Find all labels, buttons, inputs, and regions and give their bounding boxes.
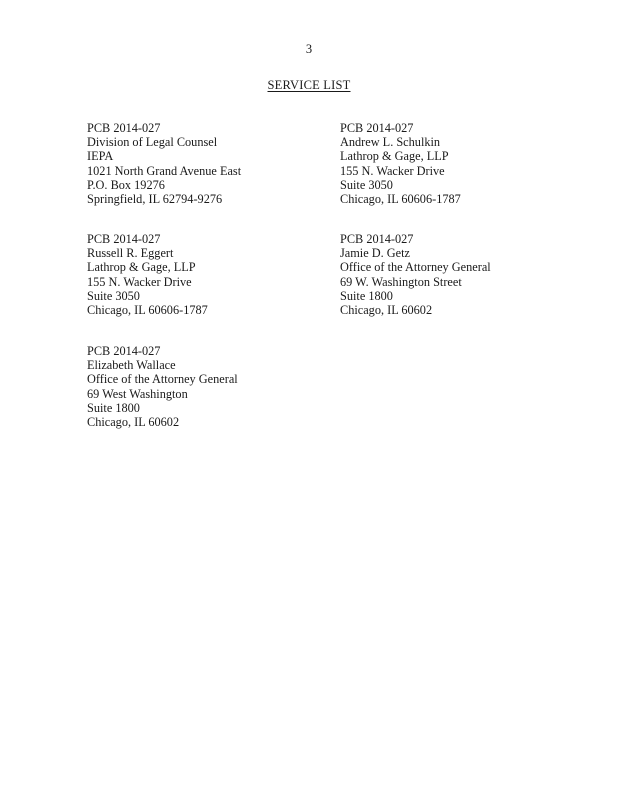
service-entry-schulkin — [340, 121, 580, 206]
recipient-name: Jamie D. Getz — [340, 246, 410, 261]
service-entry-eggert — [87, 232, 327, 317]
suite: Suite 1800 — [87, 400, 140, 415]
organization: IEPA — [87, 149, 114, 164]
po-box: P.O. Box 19276 — [87, 177, 165, 192]
recipient-name: Andrew L. Schulkin — [340, 135, 441, 150]
case-number: PCB 2014-027 — [340, 121, 414, 135]
page-number: 3 — [305, 42, 313, 56]
case-number: PCB 2014-027 — [87, 344, 161, 358]
recipient-name: Russell R. Eggert — [87, 246, 174, 261]
city-state-zip: Springfield, IL 62794-9276 — [87, 192, 223, 207]
page-title — [0, 78, 618, 93]
case-number: PCB 2014-027 — [340, 232, 414, 246]
organization: Lathrop & Gage, LLP — [340, 149, 449, 164]
suite: Suite 3050 — [340, 177, 393, 192]
recipient-name: Elizabeth Wallace — [87, 358, 176, 373]
city-state-zip: Chicago, IL 60606-1787 — [87, 303, 208, 318]
organization: Lathrop & Gage, LLP — [87, 260, 196, 275]
case-number: PCB 2014-027 — [87, 232, 161, 246]
case-number: PCB 2014-027 — [87, 121, 161, 135]
organization: Office of the Attorney General — [340, 260, 491, 275]
suite: Suite 3050 — [87, 288, 140, 303]
city-state-zip: Chicago, IL 60602 — [340, 303, 433, 318]
street-address: 155 N. Wacker Drive — [87, 274, 192, 289]
service-entry-iepa — [87, 121, 327, 206]
service-list-heading: SERVICE LIST — [267, 78, 351, 92]
recipient-name: Division of Legal Counsel — [87, 135, 218, 150]
service-entry-getz — [340, 232, 580, 317]
suite: Suite 1800 — [340, 288, 393, 303]
service-entry-wallace — [87, 344, 327, 429]
organization: Office of the Attorney General — [87, 372, 238, 387]
city-state-zip: Chicago, IL 60606-1787 — [340, 192, 461, 207]
street-address: 155 N. Wacker Drive — [340, 163, 445, 178]
street-address: 69 W. Washington Street — [340, 274, 462, 289]
street-address: 69 West Washington — [87, 386, 188, 401]
city-state-zip: Chicago, IL 60602 — [87, 415, 180, 430]
street-address: 1021 North Grand Avenue East — [87, 163, 242, 178]
